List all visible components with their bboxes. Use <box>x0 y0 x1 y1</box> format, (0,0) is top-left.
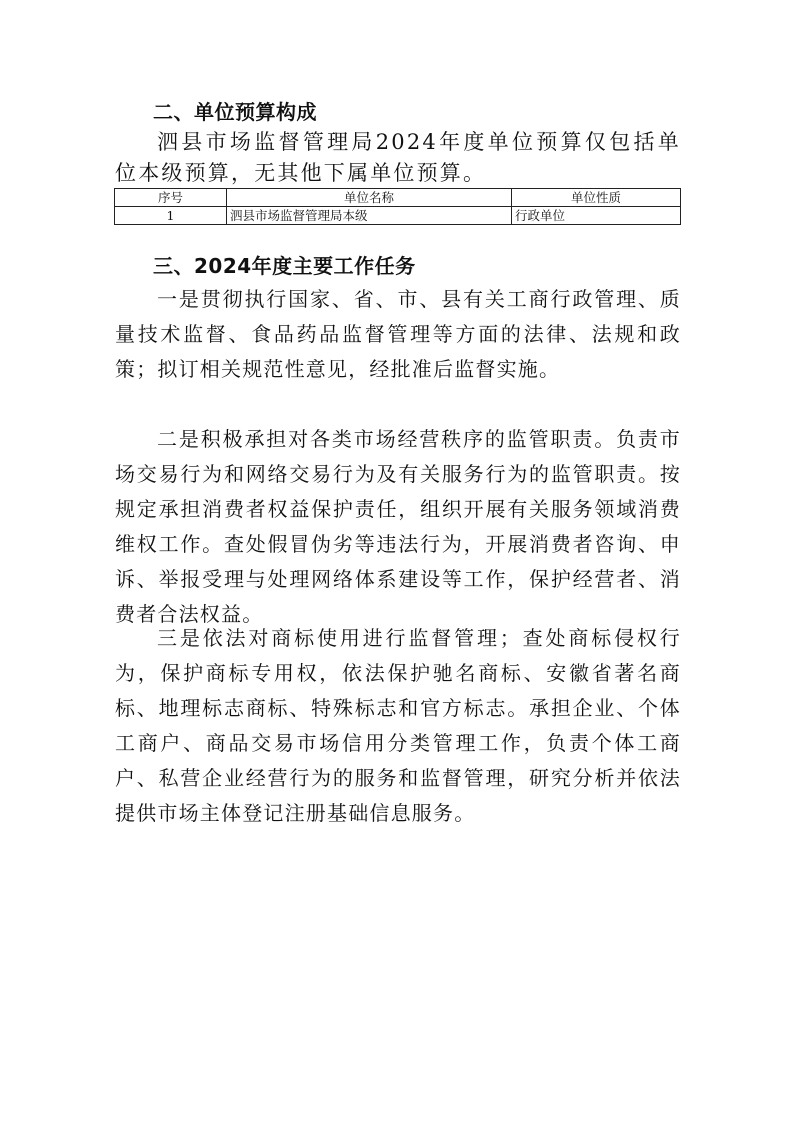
cell-unit-name: 泗县市场监督管理局本级 <box>227 207 512 225</box>
cell-serial-no: 1 <box>115 207 227 225</box>
table-row <box>115 207 681 225</box>
section-3-paragraph-3: 三是依法对商标使用进行监督管理；查处商标侵权行为，保护商标专用权，依法保护驰名商标、安徽省著名商标、地理标志商标、特殊标志和官方标志。承担企业、个体工商户、商品交易市场信用分类管理工作，负责个体工商户、私营企业经营行为的服务和监督管理，研究分析并依法提供市场主体登记注册基础信息服务。 <box>115 626 681 825</box>
header-serial-no: 序号 <box>115 189 227 207</box>
section-2-heading: 二、单位预算构成 <box>153 100 317 124</box>
section-2-text: 泗县市场监督管理局2024年度单位预算仅包括单位本级预算，无其他下属单位预算。 <box>115 130 681 185</box>
cell-unit-type: 行政单位 <box>512 207 681 225</box>
unit-budget-table <box>114 188 681 225</box>
table-header-row <box>115 189 681 207</box>
section-3-paragraph-1: 一是贯彻执行国家、省、市、县有关工商行政管理、质量技术监督、食品药品监督管理等方面的法律、法规和政策；拟订相关规范性意见，经批准后监督实施。 <box>115 287 681 381</box>
section-3-heading: 三、2024年度主要工作任务 <box>153 254 416 278</box>
section-3-paragraph-2: 二是积极承担对各类市场经营秩序的监管职责。负责市场交易行为和网络交易行为及有关服务行为的监管职责。按规定承担消费者权益保护责任，组织开展有关服务领域消费维权工作。查处假冒伪劣等违法行为，开展消费者咨询、申诉、举报受理与处理网络体系建设等工作，保护经营者、消费者合法权益。 <box>115 427 681 626</box>
header-unit-name: 单位名称 <box>227 189 512 207</box>
header-unit-type: 单位性质 <box>512 189 681 207</box>
